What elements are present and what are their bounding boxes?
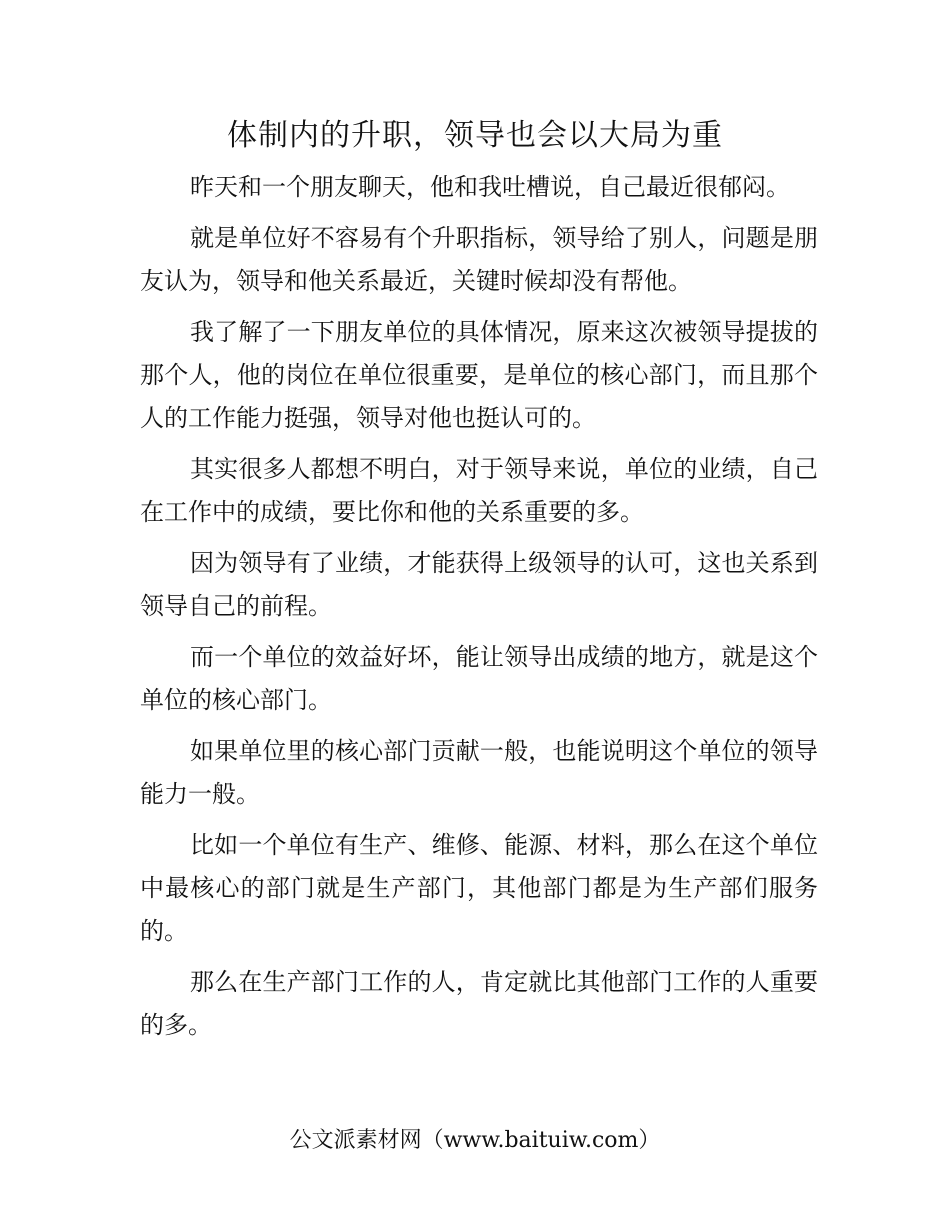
paragraph: 如果单位里的核心部门贡献一般，也能说明这个单位的领导能力一般。 bbox=[140, 737, 818, 808]
paragraph: 就是单位好不容易有个升职指标，领导给了别人，问题是朋友认为，领导和他关系最近，关键时候却没有帮他。 bbox=[140, 224, 818, 295]
paragraph: 因为领导有了业绩，才能获得上级领导的认可，这也关系到领导自己的前程。 bbox=[140, 549, 818, 620]
paragraph: 其实很多人都想不明白，对于领导来说，单位的业绩，自己在工作中的成绩，要比你和他的关系重要的多。 bbox=[140, 455, 818, 526]
paragraph: 昨天和一个朋友聊天，他和我吐槽说，自己最近很郁闷。 bbox=[190, 173, 790, 201]
paragraph: 比如一个单位有生产、维修、能源、材料，那么在这个单位中最核心的部门就是生产部门，其他部门都是为生产部们服务的。 bbox=[140, 831, 818, 945]
paragraph: 而一个单位的效益好坏，能让领导出成绩的地方，就是这个单位的核心部门。 bbox=[140, 643, 818, 714]
paragraph: 那么在生产部门工作的人，肯定就比其他部门工作的人重要的多。 bbox=[140, 968, 818, 1039]
document-title: 体制内的升职，领导也会以大局为重 bbox=[227, 118, 723, 153]
paragraph: 我了解了一下朋友单位的具体情况，原来这次被领导提拔的那个人，他的岗位在单位很重要，是单位的核心部门，而且那个人的工作能力挺强，领导对他也挺认可的。 bbox=[140, 318, 818, 432]
document-body bbox=[140, 166, 818, 1055]
footer-source: 公文派素材网（www.baituiw.com） bbox=[289, 1128, 661, 1153]
